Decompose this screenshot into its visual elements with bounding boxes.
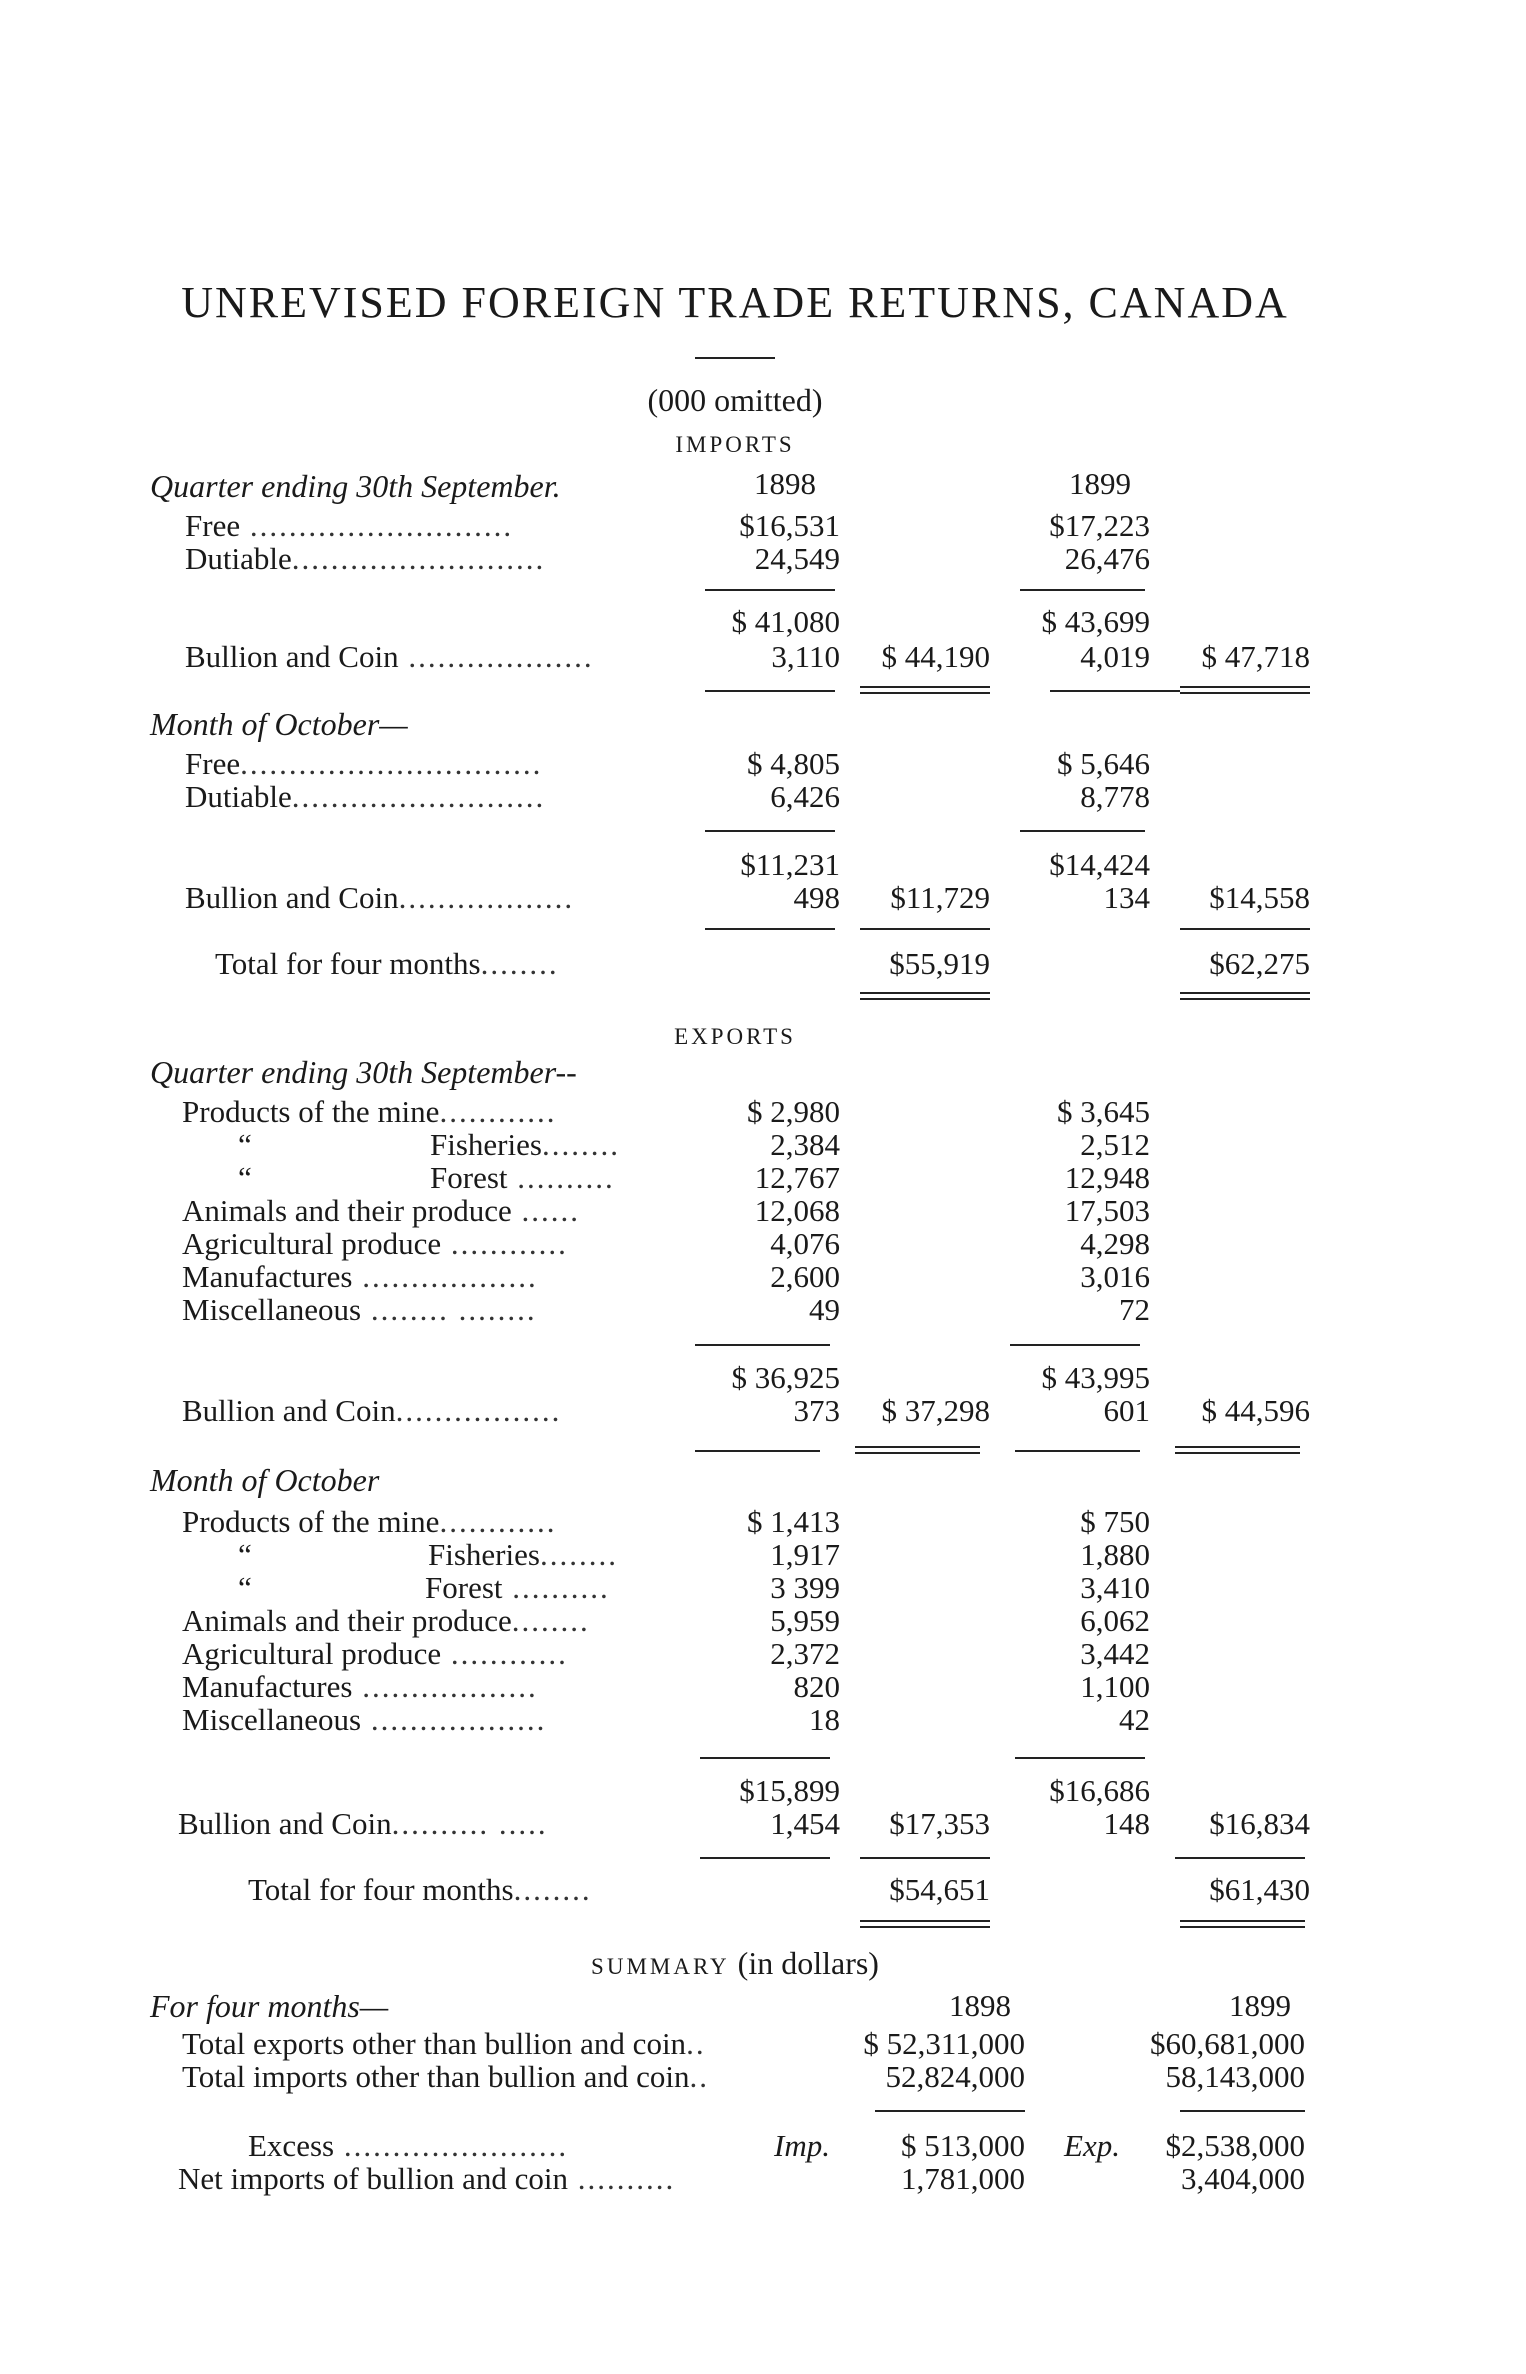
summary-row: Total exports other than bullion and coin.. $ 52,311,000 $60,681,000 [182, 2026, 1305, 2061]
subtotal-row [0, 1773, 1526, 1807]
table-row: Agricultural produce ............ 4,076 4,298 [182, 1226, 1150, 1261]
subtotal-rule [1015, 1757, 1145, 1759]
table-row: Products of the mine............ $ 1,413 $ 750 [182, 1504, 1150, 1539]
row-label: Fisheries [430, 1127, 542, 1162]
bullion-1898: 3,110 [771, 639, 840, 674]
bullion-1899: 134 [1103, 880, 1150, 915]
table-row: Miscellaneous .................. 18 42 [182, 1702, 1150, 1737]
summary-excess-1898: $ 513,000 [901, 2128, 1025, 2163]
total-1898: $11,729 [890, 880, 990, 915]
subtotal-1899: $ 43,995 [1041, 1360, 1150, 1395]
value-1899: 26,476 [1064, 541, 1150, 576]
row-label: Forest [430, 1160, 508, 1195]
value-1898: 12,767 [754, 1160, 840, 1195]
summary-rule [1180, 2110, 1305, 2112]
summary-excess-row: Excess ....................... Imp. $ 513,000 Exp. $2,538,000 [248, 2128, 1305, 2163]
value-1898: $ 2,980 [747, 1094, 840, 1129]
table-row: Miscellaneous ........ ........ 49 72 [182, 1292, 1150, 1327]
summary-rule [875, 2110, 1025, 2112]
value-1898: 4,076 [770, 1226, 840, 1261]
bullion-row: Bullion and Coin.................. 498 $11,729 134 $14,558 [185, 880, 1310, 915]
subtotal-1899: $14,424 [1049, 847, 1150, 882]
row-label: Manufactures [182, 1259, 353, 1294]
summary-heading: For four months— [150, 1988, 389, 2024]
row-label: Animals and their produce [182, 1603, 512, 1638]
row-label: Bullion and Coin [185, 639, 399, 674]
row-label: Bullion and Coin [185, 880, 399, 915]
summary-unit: (in dollars) [737, 1945, 879, 1981]
rule [695, 1450, 820, 1452]
row-label: Animals and their produce [182, 1193, 512, 1228]
value-1899: $ 5,646 [1057, 746, 1150, 781]
row-label: Total for four months [248, 1872, 514, 1907]
summary-year-1898: 1898 [949, 1988, 1011, 2023]
excess-imp-tag: Imp. [774, 2128, 830, 2163]
value-1898: 12,068 [754, 1193, 840, 1228]
subtotal-1898: $11,231 [740, 847, 840, 882]
table-row: Animals and their produce ...... 12,068 17,503 [182, 1193, 1150, 1228]
total-1898: $17,353 [889, 1806, 990, 1841]
bullion-row: Bullion and Coin.......... ..... 1,454 $17,353 148 $16,834 [178, 1806, 1310, 1841]
row-label: Total exports other than bullion and coin [182, 2026, 687, 2061]
omitted-note: (000 omitted) [647, 382, 823, 418]
table-row: Free............................... $ 4,805 $ 5,646 [185, 746, 1150, 781]
value-1899: 6,062 [1080, 1603, 1150, 1638]
row-label: Forest [425, 1570, 503, 1605]
value-1898: 18 [809, 1702, 840, 1737]
row-label: Total for four months [215, 946, 481, 981]
exports-quarter-heading: Quarter ending 30th September-- [150, 1054, 577, 1090]
page-title: UNREVISED FOREIGN TRADE RETURNS, CANADA [181, 278, 1289, 327]
value-1899: 2,512 [1080, 1127, 1150, 1162]
total-1898: $ 37,298 [881, 1393, 990, 1428]
table-row: Agricultural produce ............ 2,372 3,442 [182, 1636, 1150, 1671]
value-1899: 17,503 [1064, 1193, 1150, 1228]
row-label: Agricultural produce [182, 1226, 442, 1261]
row-label: Miscellaneous [182, 1702, 362, 1737]
row-label: Miscellaneous [182, 1292, 362, 1327]
value-1898: 2,384 [770, 1127, 840, 1162]
excess-exp-tag: Exp. [1064, 2128, 1120, 2163]
subtotal-1898: $ 36,925 [731, 1360, 840, 1395]
double-rule [1180, 992, 1310, 1000]
subtotal-rule [705, 589, 835, 591]
row-label: Free [185, 746, 241, 781]
rule [860, 928, 990, 930]
rule [705, 928, 835, 930]
summary-exports-1898: $ 52,311,000 [863, 2026, 1025, 2061]
summary-net-1899: 3,404,000 [1181, 2161, 1305, 2196]
value-1898: $16,531 [739, 508, 840, 543]
row-label: Products of the mine [182, 1504, 440, 1539]
four-months-row: Total for four months........ $54,651 $61,430 [248, 1872, 1310, 1907]
imports-quarter-heading: Quarter ending 30th September. [150, 468, 561, 504]
four-months-row: Total for four months........ $55,919 $62,275 [215, 946, 1310, 981]
summary-year-1899: 1899 [1229, 1988, 1291, 2023]
value-1898: 49 [809, 1292, 840, 1327]
double-rule [860, 686, 990, 694]
table-row: “ Fisheries........ 1,917 1,880 [238, 1537, 1150, 1572]
row-label: Excess [248, 2128, 335, 2163]
value-1898: 3 399 [770, 1570, 840, 1605]
total-1899: $16,834 [1209, 1806, 1310, 1841]
value-1898: $ 1,413 [747, 1504, 840, 1539]
value-1899: 1,880 [1080, 1537, 1150, 1572]
bullion-1899: 4,019 [1080, 639, 1150, 674]
row-label: Dutiable [185, 541, 292, 576]
year-1898-header: 1898 [754, 466, 816, 501]
double-rule [1175, 1446, 1300, 1454]
value-1898: 24,549 [754, 541, 840, 576]
subtotal-rule [1020, 589, 1145, 591]
bullion-1898: 373 [793, 1393, 840, 1428]
row-label: Dutiable [185, 779, 292, 814]
value-1898: $ 4,805 [747, 746, 840, 781]
subtotal-rule [705, 830, 835, 832]
summary-imports-1899: 58,143,000 [1165, 2059, 1305, 2094]
bullion-1899: 601 [1103, 1393, 1150, 1428]
four-months-1898: $54,651 [889, 1872, 990, 1907]
four-months-1899: $62,275 [1209, 946, 1310, 981]
table-row: “ Fisheries........ 2,384 2,512 [238, 1127, 1150, 1162]
year-1899-header: 1899 [1069, 466, 1131, 501]
four-months-1898: $55,919 [889, 946, 990, 981]
rule [1180, 928, 1310, 930]
value-1899: 3,442 [1080, 1636, 1150, 1671]
subtotal-rule [695, 1344, 830, 1346]
value-1899: 12,948 [1064, 1160, 1150, 1195]
summary-exports-1899: $60,681,000 [1150, 2026, 1305, 2061]
total-1899: $ 47,718 [1201, 639, 1310, 674]
title-rule [695, 357, 775, 359]
rule [860, 1857, 990, 1859]
value-1899: 4,298 [1080, 1226, 1150, 1261]
summary-row: Total imports other than bullion and coin.. 52,824,000 58,143,000 [182, 2059, 1305, 2094]
exports-label: EXPORTS [674, 1024, 796, 1049]
subtotal-1898: $15,899 [739, 1773, 840, 1808]
total-1898: $ 44,190 [881, 639, 990, 674]
row-label: Products of the mine [182, 1094, 440, 1129]
summary-label: SUMMARY [591, 1954, 730, 1979]
imports-label: IMPORTS [675, 432, 795, 457]
table-row: Animals and their produce........ 5,959 6,062 [182, 1603, 1150, 1638]
bullion-row: Bullion and Coin ................... 3,110 $ 44,190 4,019 $ 47,718 [185, 639, 1310, 674]
total-1899: $14,558 [1209, 880, 1310, 915]
double-rule [1180, 1920, 1305, 1928]
value-1898: 5,959 [770, 1603, 840, 1638]
table-row: “ Forest .......... 12,767 12,948 [238, 1160, 1150, 1195]
row-label: Fisheries [428, 1537, 540, 1572]
value-1898: 820 [793, 1669, 840, 1704]
value-1898: 1,917 [770, 1537, 840, 1572]
row-label: Bullion and Coin [182, 1393, 396, 1428]
value-1898: 2,600 [770, 1259, 840, 1294]
value-1899: $ 750 [1080, 1504, 1150, 1539]
table-row: Free ........................... $16,531 $17,223 [185, 508, 1150, 543]
row-label: Net imports of bullion and coin [178, 2161, 569, 2196]
summary-header [0, 1945, 1470, 1982]
subtotal-rule [1010, 1344, 1140, 1346]
imports-month-heading: Month of October— [150, 706, 408, 742]
value-1898: 2,372 [770, 1636, 840, 1671]
rule [1050, 690, 1180, 692]
value-1899: 3,016 [1080, 1259, 1150, 1294]
bullion-1899: 148 [1103, 1806, 1150, 1841]
value-1899: 1,100 [1080, 1669, 1150, 1704]
summary-imports-1898: 52,824,000 [885, 2059, 1025, 2094]
table-row: Manufactures .................. 2,600 3,016 [182, 1259, 1150, 1294]
double-rule [860, 992, 990, 1000]
subtotal-row [0, 1360, 1526, 1394]
value-1899: 3,410 [1080, 1570, 1150, 1605]
exports-month-heading: Month of October [150, 1462, 380, 1498]
four-months-1899: $61,430 [1209, 1872, 1310, 1907]
table-row: Products of the mine............ $ 2,980 $ 3,645 [182, 1094, 1150, 1129]
subtotal-1898: $ 41,080 [731, 604, 840, 639]
double-rule [1180, 686, 1310, 694]
rule [1175, 1857, 1305, 1859]
double-rule [855, 1446, 980, 1454]
table-row: Dutiable.......................... 6,426 8,778 [185, 779, 1150, 814]
rule [700, 1857, 830, 1859]
value-1898: 6,426 [770, 779, 840, 814]
double-rule [860, 1920, 990, 1928]
bullion-1898: 1,454 [770, 1806, 840, 1841]
row-label: Free [185, 508, 241, 543]
subtotal-rule [1020, 830, 1145, 832]
summary-net-row: Net imports of bullion and coin .......... 1,781,000 3,404,000 [178, 2161, 1305, 2196]
value-1899: 72 [1119, 1292, 1150, 1327]
subtotal-rule [700, 1757, 830, 1759]
subtotal-row [0, 604, 1526, 638]
rule [1015, 1450, 1140, 1452]
table-row: Manufactures .................. 820 1,100 [182, 1669, 1150, 1704]
row-label: Manufactures [182, 1669, 353, 1704]
value-1899: 42 [1119, 1702, 1150, 1737]
value-1899: $17,223 [1049, 508, 1150, 543]
subtotal-row [0, 847, 1526, 881]
table-row: “ Forest .......... 3 399 3,410 [238, 1570, 1150, 1605]
bullion-1898: 498 [793, 880, 840, 915]
value-1899: $ 3,645 [1057, 1094, 1150, 1129]
row-label: Total imports other than bullion and coin [182, 2059, 690, 2094]
table-row: Dutiable.......................... 24,549 26,476 [185, 541, 1150, 576]
row-label: Agricultural produce [182, 1636, 442, 1671]
subtotal-1899: $ 43,699 [1041, 604, 1150, 639]
rule [705, 690, 835, 692]
value-1899: 8,778 [1080, 779, 1150, 814]
subtotal-1899: $16,686 [1049, 1773, 1150, 1808]
bullion-row: Bullion and Coin................. 373 $ 37,298 601 $ 44,596 [182, 1393, 1310, 1428]
summary-net-1898: 1,781,000 [901, 2161, 1025, 2196]
row-label: Bullion and Coin [178, 1806, 392, 1841]
total-1899: $ 44,596 [1201, 1393, 1310, 1428]
summary-excess-1899: $2,538,000 [1165, 2128, 1305, 2163]
